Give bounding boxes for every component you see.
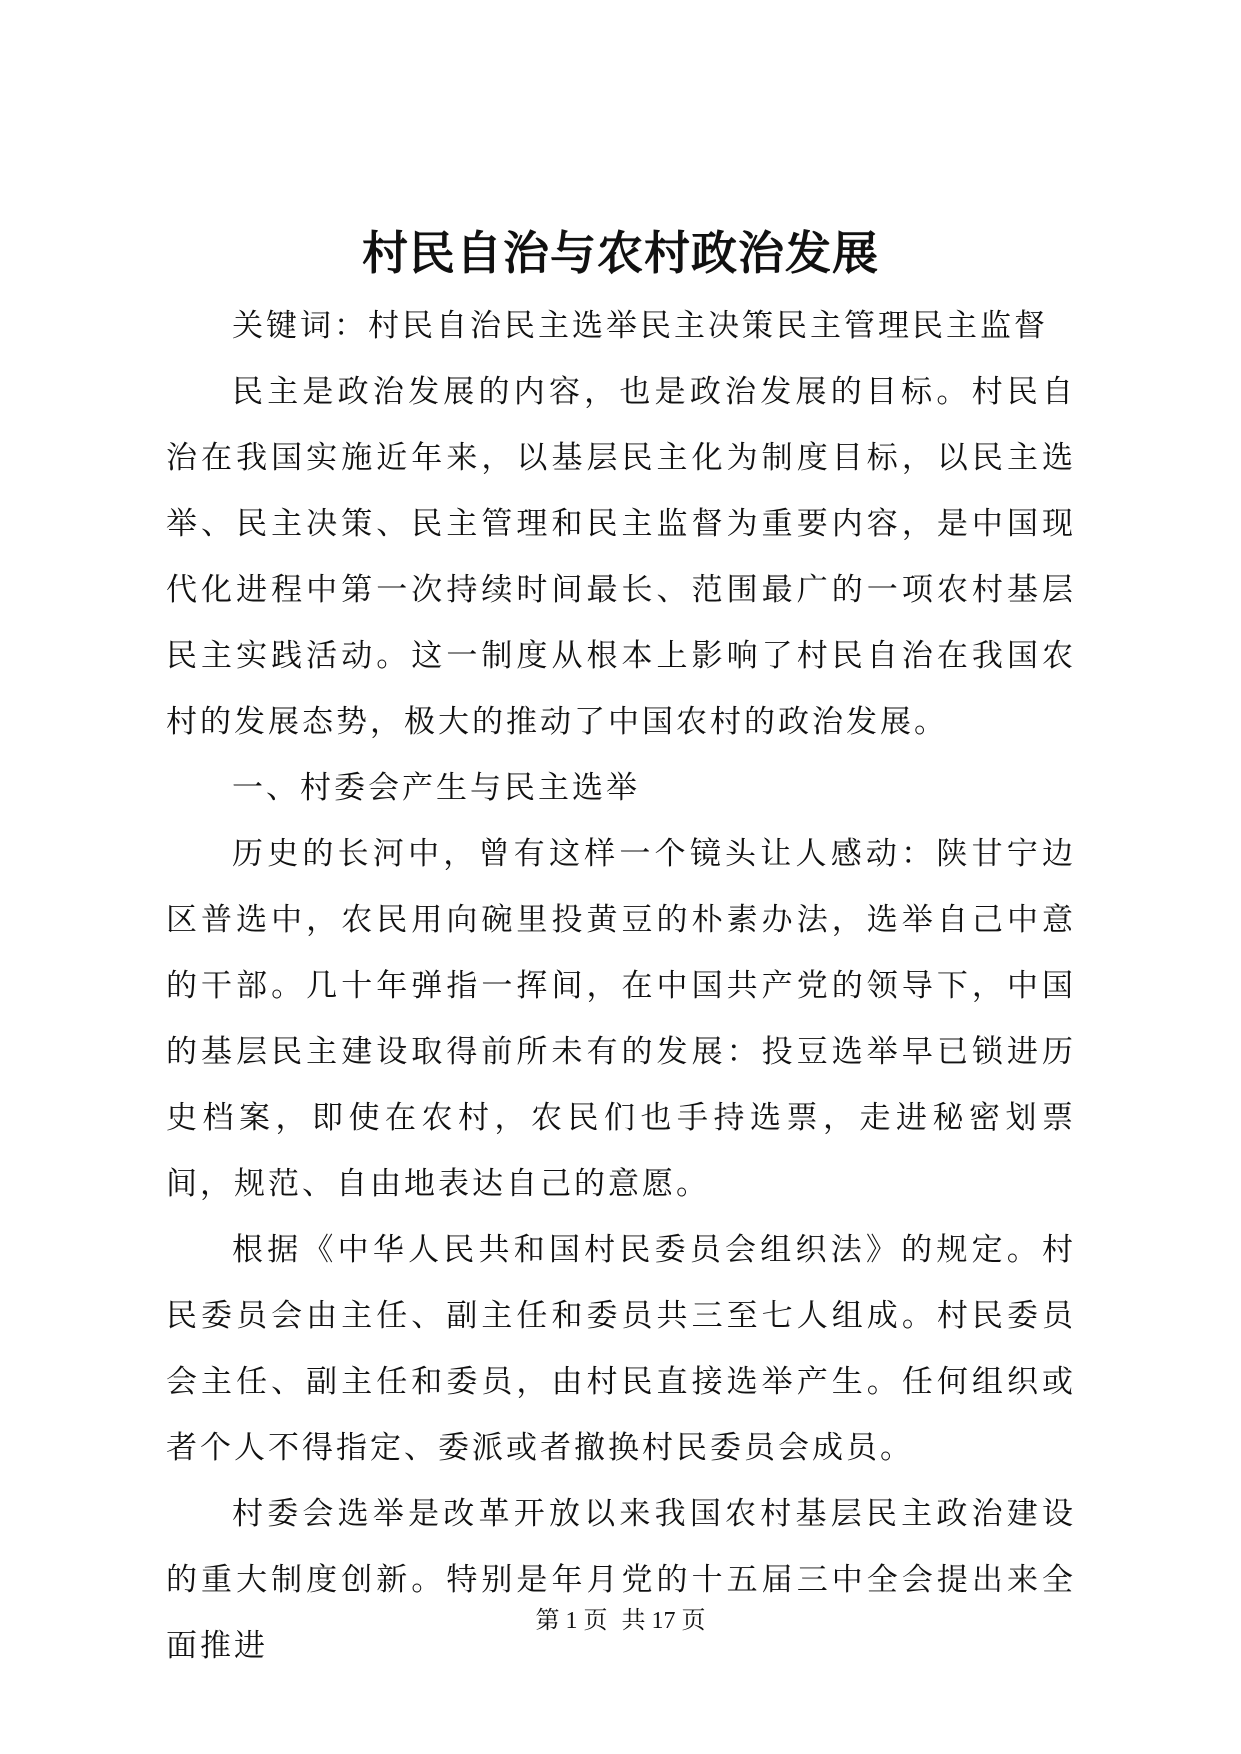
document-body	[166, 293, 1076, 1679]
page-total: 共 17 页	[621, 1608, 706, 1634]
page-number: 第 1 页	[535, 1608, 608, 1634]
election-paragraph: 村委会选举是改革开放以来我国农村基层民主政治建设的重大制度创新。特别是年月党的十五届三中全会提出来全面推进	[166, 1496, 1076, 1664]
document-title: 村民自治与农村政治发展	[362, 226, 879, 280]
intro-paragraph: 民主是政治发展的内容，也是政治发展的目标。村民自治在我国实施近年来，以基层民主化为制度目标，以民主选举、民主决策、民主管理和民主监督为重要内容，是中国现代化进程中第一次持续时间最长、范围最广的一项农村基层民主实践活动。这一制度从根本上影响了村民自治在我国农村的发展态势，极大的推动了中国农村的政治发展。	[166, 374, 1076, 740]
page-footer	[0, 1606, 1241, 1636]
history-paragraph: 历史的长河中，曾有这样一个镜头让人感动：陕甘宁边区普选中，农民用向碗里投黄豆的朴素办法，选举自己中意的干部。几十年弹指一挥间，在中国共产党的领导下，中国的基层民主建设取得前所未有的发展：投豆选举早已锁进历史档案，即使在农村，农民们也手持选票，走进秘密划票间，规范、自由地表达自己的意愿。	[166, 836, 1076, 1202]
keywords-paragraph: 关键词：村民自治民主选举民主决策民主管理民主监督	[232, 308, 1048, 344]
section-heading: 一、村委会产生与民主选举	[232, 770, 640, 806]
law-paragraph: 根据《中华人民共和国村民委员会组织法》的规定。村民委员会由主任、副主任和委员共三至七人组成。村民委员会主任、副主任和委员，由村民直接选举产生。任何组织或者个人不得指定、委派或者撤换村民委员会成员。	[166, 1232, 1076, 1466]
